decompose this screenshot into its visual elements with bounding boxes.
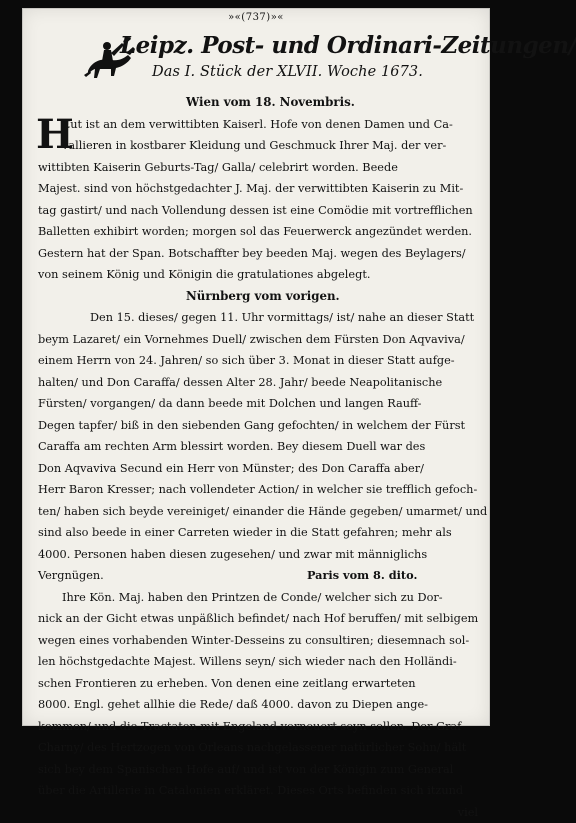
text-line: Balletten exhibirt worden; morgen sol das Feuerwerck angezündet werden. xyxy=(38,221,480,243)
text-fragment: Vergnügen. xyxy=(38,569,104,582)
text-line: sind also beede in einer Carreten wieder in die Statt gefahren; mehr als xyxy=(38,522,480,544)
text-line: einem Herrn von 24. Jahren/ so sich über 3. Monat in dieser Statt aufge- xyxy=(38,350,480,372)
text-line: Den 15. dieses/ gegen 11. Uhr vormittags/ ist/ nahe an dieser Statt xyxy=(38,307,480,329)
text-line: Majest. sind von höchstgedachter J. Maj. der verwittibten Kaiserin zu Mit- xyxy=(38,178,480,200)
text-line: Eut ist an dem verwittibten Kaiserl. Hofe von denen Damen und Ca- xyxy=(38,114,480,136)
text-line: Gestern hat der Span. Botschaffter bey beeden Maj. wegen des Beylagers/ xyxy=(38,243,480,265)
text-line-with-dateline xyxy=(38,565,480,587)
text-line: Caraffa am rechten Arm blessirt worden. Bey diesem Duell war des xyxy=(38,436,480,458)
dateline-vienna: Wien vom 18. Novembris. xyxy=(38,92,480,114)
text-line: vallieren in kostbarer Kleidung und Geschmuck Ihrer Maj. der ver- xyxy=(38,135,480,157)
text-line: Degen tapfer/ biß in den siebenden Gang gefochten/ in welchem der Fürst xyxy=(38,415,480,437)
text-line: schen Frontieren zu erheben. Von denen eine zeitlang erwarteten xyxy=(38,673,480,695)
text-line: Don Aqvaviva Secund ein Herr von Münster; des Don Caraffa aber/ xyxy=(38,458,480,480)
text-line: Charny/ des Hertzogen von Orleans nachgelassener natürlicher Sohn/ hält xyxy=(38,737,480,759)
text-line: Fürsten/ vorgangen/ da dann beede mit Dolchen und langen Rauff- xyxy=(38,393,480,415)
text-line: von seinem König und Königin die gratulationes abgelegt. xyxy=(38,264,480,286)
text-line: sich bey dem Spanischen Hofe auf/ und ist von der Königin zum General xyxy=(38,759,480,781)
paris-report xyxy=(38,587,480,823)
newspaper-page xyxy=(22,8,490,726)
masthead-title: Leipz. Post- und Ordinari-Zeitungen/ xyxy=(120,32,480,59)
text-line: wittibten Kaiserin Geburts-Tag/ Galla/ celebrirt worden. Beede xyxy=(38,157,480,179)
dateline-paris: Paris vom 8. dito. xyxy=(307,568,417,582)
text-line: beym Lazaret/ ein Vornehmes Duell/ zwischen dem Fürsten Don Aqvaviva/ xyxy=(38,329,480,351)
vienna-report xyxy=(38,114,480,286)
article-body xyxy=(38,92,480,823)
drop-cap: H xyxy=(36,116,58,154)
page-number: »«(737)»« xyxy=(22,12,490,23)
text-line: tag gastirt/ und nach Vollendung dessen ist eine Comödie mit vortrefflichen xyxy=(38,200,480,222)
text-line: Herr Baron Kresser; nach vollendeter Action/ in welcher sie trefflich gefoch- xyxy=(38,479,480,501)
nuremberg-report xyxy=(38,307,480,587)
text-line: nick an der Gicht etwas unpäßlich befindet/ nach Hof beruffen/ mit selbigem xyxy=(38,608,480,630)
text-line: 4000. Personen haben diesen zugesehen/ und zwar mit männiglichs xyxy=(38,544,480,566)
dateline-nuremberg: Nürnberg vom vorigen. xyxy=(38,286,480,308)
text-line: ten/ haben sich beyde vereiniget/ einander die Hände gegeben/ umarmet/ und xyxy=(38,501,480,523)
text-line: über die Artillerie in Catalonien erkläret. Dieses Orts befinden sich itzund xyxy=(38,780,480,802)
text-line: 8000. Engl. gehet allhie die Rede/ daß 4000. davon zu Diepen ange- xyxy=(38,694,480,716)
issue-line: Das I. Stück der XLVII. Woche 1673. xyxy=(152,64,472,80)
text-line: Ihre Kön. Maj. haben den Printzen de Conde/ welcher sich zu Dor- xyxy=(38,587,480,609)
catchword: viel xyxy=(38,802,480,823)
text-line: halten/ und Don Caraffa/ dessen Alter 28. Jahr/ beede Neapolitanische xyxy=(38,372,480,394)
text-line: len höchstgedachte Majest. Willens seyn/ sich wieder nach den Holländi- xyxy=(38,651,480,673)
text-line: kommen/ und die Tractaten mit Engeland verneuert seyn sollen. Der Graf xyxy=(38,716,480,738)
text-line: wegen eines vorhabenden Winter-Desseins zu consultiren; diesemnach sol- xyxy=(38,630,480,652)
